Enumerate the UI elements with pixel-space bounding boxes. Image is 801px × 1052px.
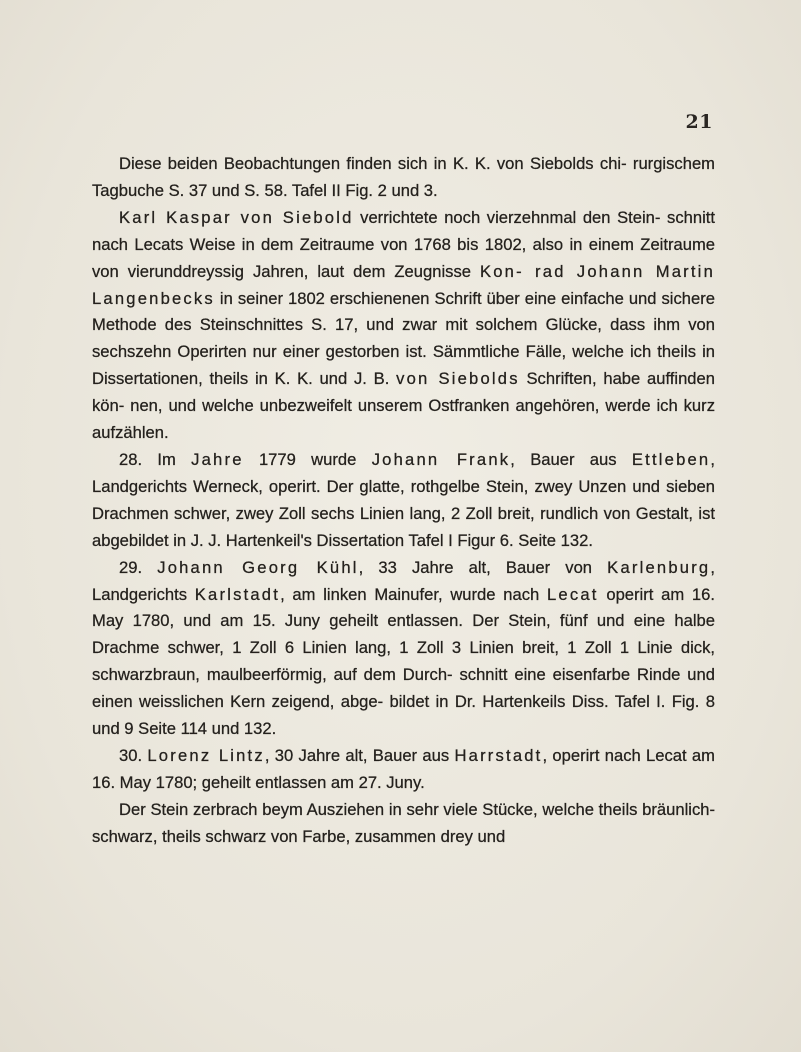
spaced-name: Lorenz Lintz [147,745,265,765]
spaced-name: Johann Frank [371,449,511,469]
text-run: 28. Im [119,449,192,469]
page-number: 21 [685,111,713,133]
text-run: operirt am 16. May 1780, und am 15. Juny geheilt entlassen. Der Stein, fünf und eine halbe Drachme schwer, 1 Zoll 6 Linien lang, 1 Zoll 3 Linien breit, 1 Zoll 1 Linie dick, schwarzbraun, maulbeerförmig, auf dem Durch- schnitt eine eisenfarbe Rinde und einen weisslichen Kern zeigend, abge- bildet in Dr. Hartenkeils Diss. Tafel I. Fig. 8 und 9 Seite 114 und 132. [92,584,715,739]
paragraph-p2 [92,205,715,447]
spaced-name: Harrstadt [454,745,543,765]
text-run: , operirt nach Lecat am 16. May 1780; geheilt entlassen am 27. Juny. [92,745,715,792]
text-run: 29. [119,557,158,577]
text-run: Diese beiden Beobachtungen finden sich in K. K. von Siebolds chi- rurgischem Tagbuche S. 37 und S. 58. Tafel II Fig. 2 und 3. [92,154,715,200]
paragraph-p3 [92,447,715,555]
spaced-name: von Siebolds [396,369,520,389]
spaced-name: Kon- rad Johann Martin Langenbecks [92,261,715,308]
text-run: , Landgerichts Werneck, operirt. Der glatte, rothgelbe Stein, zwey Unzen und sieben Drachmen schwer, zwey Zoll sechs Linien lang, 2 Zoll breit, rundlich von Gestalt, ist abgebildet in J. J. Hartenkeil's Dissertation Tafel I Figur 6. Seite 132. [92,449,715,550]
spaced-name: Karlenburg [607,557,711,577]
paragraph-p4 [92,555,715,743]
spaced-name: Karlstadt [194,584,281,604]
paragraph-p6 [92,797,715,851]
text-run: , 30 Jahre alt, Bauer aus [264,745,455,765]
text-run: , Bauer aus [510,449,632,469]
spaced-name: Ettleben [631,449,711,469]
text-run: , am linken Mainufer, wurde nach [280,584,547,604]
paragraph-p5 [92,743,715,797]
text-run: , 33 Jahre alt, Bauer von [358,557,608,577]
spaced-name: Jahre [191,449,244,469]
text-run: verrichtete noch vierzehnmal den Stein- schnitt nach Lecats Weise in dem Zeitraume von 1768 bis 1802, also in einem Zeitraume von vierunddreyssig Jahren, laut dem Zeugnisse [92,207,715,281]
spaced-name: Johann Georg Kühl [157,557,359,577]
spaced-name: Lecat [547,584,599,604]
text-run: , Landgerichts [92,557,715,604]
text-run: 1779 wurde [243,449,372,469]
body-text [92,151,715,851]
text-run: Der Stein zerbrach beym Ausziehen in sehr viele Stücke, welche theils bräunlich-schwarz, theils schwarz von Farbe, zusammen drey und [92,799,715,846]
spaced-name: Karl Kaspar von Siebold [119,207,354,227]
text-run: 30. [119,745,148,765]
text-run: Schriften, habe auffinden kön- nen, und welche unbezweifelt unserem Ostfranken angehören, werde ich kurz aufzählen. [92,369,715,443]
paragraph-p1 [92,151,715,205]
text-run: in seiner 1802 erschienenen Schrift über eine einfache und sichere Methode des Steinschnittes S. 17, und zwar mit solchem Glücke, dass ihm von sechszehn Operirten nur einer gestorben ist. Sämmtliche Fälle, welche ich theils in Dissertationen, theils in K. K. und J. B. [92,288,715,389]
